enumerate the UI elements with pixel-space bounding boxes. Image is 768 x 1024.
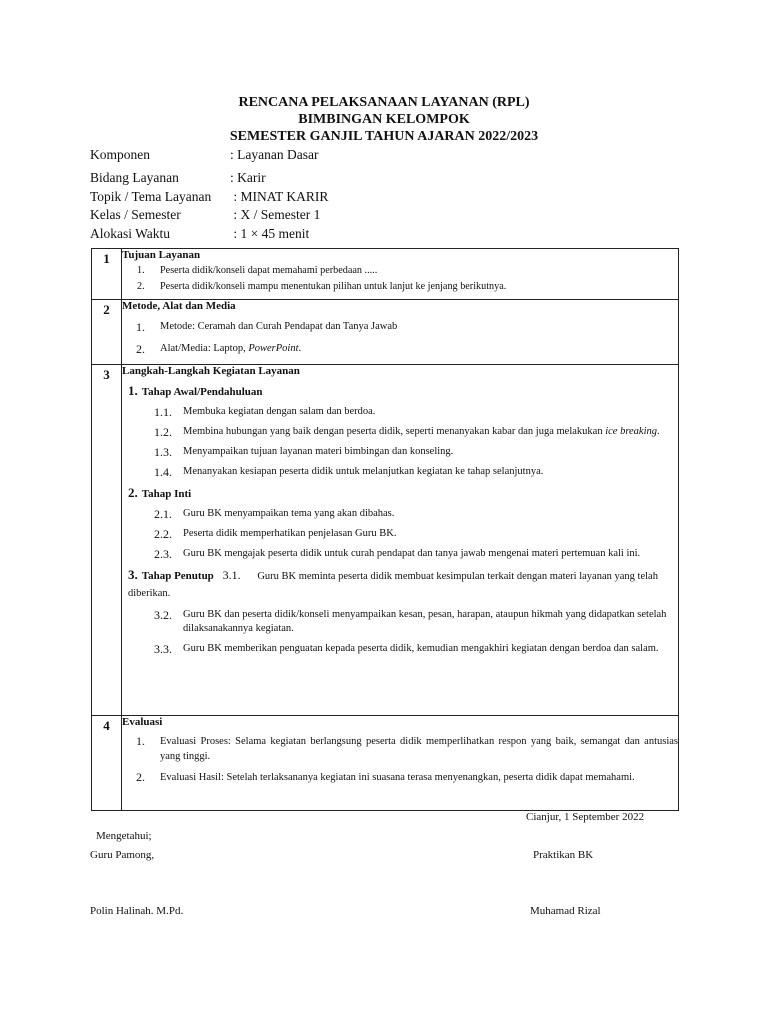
meta-label: Komponen [90,147,150,162]
meta-komponen [90,147,318,163]
doc-title: RENCANA PELAKSANAAN LAYANAN (RPL) [238,95,530,110]
meta-value: : Layanan Dasar [230,147,319,162]
step-item: 2.3. Guru BK mengajak peserta didik untuk curah pendapat dan tanya jawab mengenai materi pertemuan kali ini. [154,547,641,561]
section-title: Metode, Alat dan Media [122,300,236,312]
step-item: 1.4. Menanyakan kesiapan peserta didik untuk melanjutkan kegiatan ke tahap selanjutnya. [154,465,544,479]
meta-value: : Karir [230,170,266,185]
meta-alokasi [90,226,309,242]
section-number: 3 [92,365,122,716]
step-item: 2.2. Peserta didik memperhatikan penjelasan Guru BK. [154,527,397,541]
section-number: 2 [92,300,122,365]
guru-pamong-label: Guru Pamong, [90,849,155,861]
step-item: 1.2. Membina hubungan yang baik dengan peserta didik, seperti menanyakan kabar dan juga melakukan ice breaking. [154,425,660,439]
stage-awal: 1. Tahap Awal/Pendahuluan [128,383,263,398]
list-item: 1. Metode: Ceramah dan Curah Pendapat dan Tanya Jawab [136,320,398,334]
list-item: 2. Peserta didik/konseli mampu menentukan pilihan untuk lanjut ke jenjang berikutnya. [137,281,507,292]
step-item: 3.3. Guru BK memberikan penguatan kepada peserta didik, kemudian mengakhiri kegiatan dengan berdoa dan salam. [154,642,659,656]
meta-label: Bidang Layanan [90,170,179,185]
step-item: 2.1. Guru BK menyampaikan tema yang akan dibahas. [154,507,395,521]
rpl-table [91,248,679,811]
meta-value: : MINAT KARIR [230,189,329,204]
step-item: 3.2. Guru BK dan peserta didik/konseli menyampaikan kesan, pesan, harapan, ataupun hikmah yang didapatkan setelah dilaksanakannya kegiatan. [154,608,667,634]
meta-bidang [90,170,266,186]
doc-semester: SEMESTER GANJIL TAHUN AJARAN 2022/2023 [229,129,539,144]
list-item: 1. Evaluasi Proses: Selama kegiatan berlangsung peserta didik memperlihatkan respon yang baik, semangat dan antusias yang tinggi. [136,734,678,762]
list-item: 2. Evaluasi Hasil: Setelah terlaksananya kegiatan ini suasana terasa menyenangkan, peserta didik dapat memahami. [136,770,635,784]
step-item: 1.3. Menyampaikan tujuan layanan materi bimbingan dan konseling. [154,445,454,459]
section-langkah [92,365,679,716]
section-title: Tujuan Layanan [122,249,201,261]
section-number: 4 [92,716,122,811]
mengetahui-label: Mengetahui; [96,830,152,842]
doc-subtitle: BIMBINGAN KELOMPOK [298,112,470,127]
list-item: 1. Peserta didik/konseli dapat memahami perbedaan ..... [137,265,378,276]
guru-pamong-name: Polin Halinah. M.Pd. [90,905,184,917]
praktikan-name: Muhamad Rizal [530,905,601,917]
list-item: 2. Alat/Media: Laptop, PowerPoint. [136,342,302,356]
meta-kelas [90,207,320,223]
section-tujuan [92,249,679,300]
place-date: Cianjur, 1 September 2022 [526,811,645,823]
step-item: 1.1. Membuka kegiatan dengan salam dan berdoa. [154,405,376,419]
section-metode [92,300,679,365]
stage-penutup: 3. Tahap Penutup 3.1. Guru BK meminta peserta didik membuat kesimpulan terkait dengan materi layanan yang telah diberikan. [128,567,658,599]
section-number: 1 [92,249,122,300]
stage-inti: 2. Tahap Inti [128,485,192,500]
meta-value: : 1 × 45 menit [230,226,310,241]
praktikan-label: Praktikan BK [533,849,594,861]
section-evaluasi [92,716,679,811]
section-title: Langkah-Langkah Kegiatan Layanan [122,365,300,377]
meta-label: Alokasi Waktu [90,226,171,241]
section-title: Evaluasi [122,716,163,728]
meta-label: Kelas / Semester [90,207,181,222]
meta-topik [90,189,328,205]
meta-value: : X / Semester 1 [230,207,321,222]
meta-label: Topik / Tema Layanan [90,189,212,204]
